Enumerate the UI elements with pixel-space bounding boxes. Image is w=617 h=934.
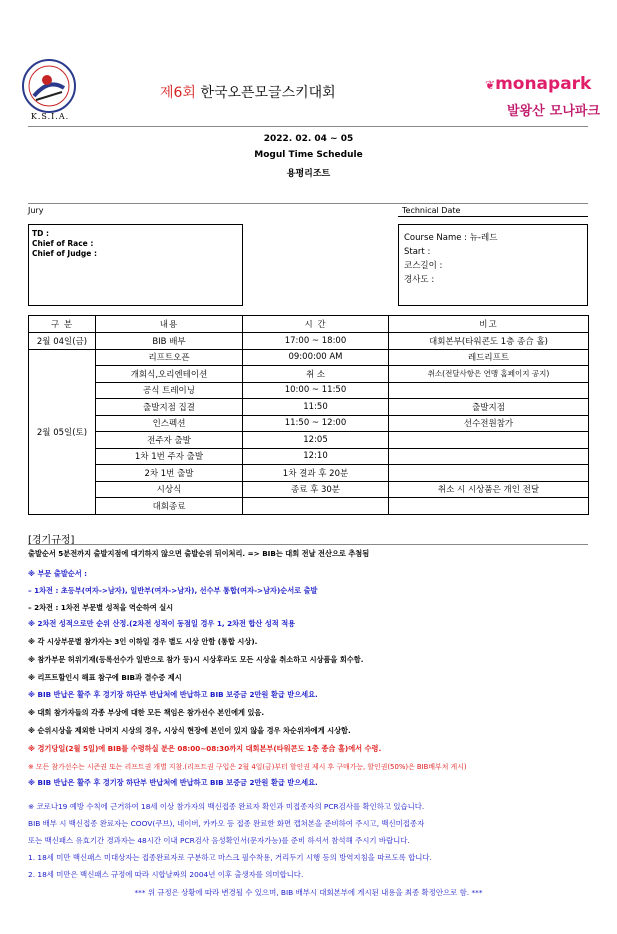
time-cell: 10:00 ~ 11:50	[243, 382, 389, 399]
table-row	[29, 366, 589, 383]
content-cell: 리프트오픈	[96, 349, 243, 366]
brand-word: monapark	[495, 74, 592, 94]
note-cell: 레드리프트	[389, 349, 589, 366]
rule-item: ※ 모든 참가선수는 시즌권 또는 리프트권 개별 지참.(리프트권 구입은 2월 4일(금)부터 할인권 제시 후 구매가능, 할인권(50%)은 BIB배부처 게시)	[28, 763, 467, 771]
table-row	[29, 481, 589, 498]
jury-td: TD :	[32, 229, 49, 238]
note-cell	[389, 498, 589, 515]
page-title	[160, 82, 480, 102]
time-cell: 11:50 ~ 12:00	[243, 415, 389, 432]
ksia-logo-icon	[14, 58, 84, 118]
covid-note: 또는 백신패스 유효기간 경과자는 48시간 이내 PCR검사 음성확인서(문자가능)를 준비 하셔서 참석해 주시기 바랍니다.	[28, 836, 410, 845]
content-cell: 출발지점 집결	[96, 399, 243, 416]
rule-item: ※ BIB 반납은 활주 후 경기장 하단부 반납처에 반납하고 BIB 보증금 2만원 환급 받으세요.	[28, 778, 318, 787]
covid-note: ※ 코로나19 예방 수칙에 근거하여 18세 이상 참가자의 백신접종 완료자 확인과 미접종자의 PCR검사를 확인하고 있습니다.	[28, 802, 425, 811]
note-cell: 취소 시 시상품은 개인 전달	[389, 481, 589, 498]
event-date: 2022. 02. 04 ~ 05	[263, 134, 354, 144]
content-cell: 공식 트레이닝	[96, 382, 243, 399]
technical-box	[398, 224, 588, 306]
ksia-text: K.S.I.A.	[30, 112, 70, 121]
jury-chief-judge: Chief of Judge :	[32, 249, 97, 258]
rule-item: ※ 순위시상을 제외한 나머지 시상의 경우, 시상식 현장에 본인이 있지 않을 경우 차순위자에게 시상함.	[28, 726, 351, 735]
content-cell: 1차 1번 주자 출발	[96, 448, 243, 465]
covid-note: 1. 18세 미만 백신패스 미대상자는 접종완료자로 구분하고 마스크 필수착용, 거리두기 시행 등의 방역지침을 따르도록 합니다.	[28, 853, 432, 862]
time-cell: 1차 결과 후 20분	[243, 465, 389, 482]
rule-item: ※ 각 시상부문별 참가자는 3인 이하일 경우 별도 시상 안함 (통합 시상).	[28, 637, 258, 646]
rules-divider	[28, 544, 588, 545]
time-cell	[243, 498, 389, 515]
header-note: 비고	[389, 316, 589, 333]
note-cell: 출발지점	[389, 399, 589, 416]
note-cell	[389, 448, 589, 465]
note-cell: 취소(전달사항은 연맹 홈페이지 공지)	[389, 366, 589, 383]
rules-title: [경기규정]	[28, 535, 75, 546]
day-cell: 2월 05일(토)	[29, 349, 96, 514]
course-slope: 경사도 :	[404, 275, 435, 285]
day-cell: 2월 04일(금)	[29, 333, 96, 350]
rule-item: ※ 리프트할인시 해표 참구에 BIB과 결수증 제시	[28, 673, 182, 682]
final-note: *** 위 규정은 상황에 따라 변경될 수 있으며, BIB 배부시 대회본부에 게시된 내용을 최종 확정안으로 함. ***	[134, 888, 483, 897]
table-header-row	[29, 316, 589, 333]
rule-item: ※ 참가부문 허위기재(등록선수가 일반으로 참가 등)시 시상후라도 모든 시상을 취소하고 시상품을 회수함.	[28, 655, 364, 664]
header-time: 시 간	[243, 316, 389, 333]
note-cell	[389, 465, 589, 482]
note-cell: 선수전원참가	[389, 415, 589, 432]
section-divider	[28, 203, 588, 204]
content-cell: 전주자 출발	[96, 432, 243, 449]
header-divider	[28, 126, 588, 127]
rule-item: – 1차전 : 초등부(여자->남자), 일반부(여자->남자), 선수부 통합(여자->남자)순서로 출발	[28, 586, 318, 595]
table-row	[29, 333, 589, 350]
jury-chief-race: Chief of Race :	[32, 239, 94, 248]
table-row	[29, 399, 589, 416]
note-cell	[389, 432, 589, 449]
rule-item: – 2차전 : 1차전 부문별 성적을 역순하여 실시	[28, 603, 174, 612]
content-cell: 인스펙션	[96, 415, 243, 432]
time-cell: 09:00:00 AM	[243, 349, 389, 366]
time-cell: 12:10	[243, 448, 389, 465]
table-row	[29, 432, 589, 449]
course-name: Course Name : 뉴-레드	[404, 233, 498, 243]
schedule-table	[28, 315, 589, 515]
brand-sub-small: 발왕산	[507, 104, 545, 119]
title-number: 제6회	[160, 85, 196, 101]
note-cell: 대회본부(타워콘도 1층 종合 홀)	[389, 333, 589, 350]
table-row	[29, 498, 589, 515]
event-name: Mogul Time Schedule	[254, 150, 363, 160]
rule-item: ※ BIB 반납은 활주 후 경기장 하단부 반납처에 반납하고 BIB 보증금 2만원 환급 받으세요.	[28, 690, 318, 699]
table-row	[29, 382, 589, 399]
monapark-leaf-icon: ❦	[485, 78, 496, 92]
time-cell: 12:05	[243, 432, 389, 449]
jury-box	[28, 224, 243, 306]
technical-label: Technical Date	[402, 206, 461, 215]
content-cell: 대회종료	[96, 498, 243, 515]
header-content: 내용	[96, 316, 243, 333]
time-cell: 17:00 ~ 18:00	[243, 333, 389, 350]
table-row	[29, 415, 589, 432]
jury-label: Jury	[28, 206, 44, 215]
time-cell: 취 소	[243, 366, 389, 383]
brand-sub-big: 모나파크	[549, 104, 601, 119]
technical-underline	[398, 216, 588, 217]
time-cell: 종료 후 30분	[243, 481, 389, 498]
covid-note: 2. 18세 미만은 백신패스 규정에 따라 시합날짜의 2004년 이후 출생자를 의미합니다.	[28, 870, 304, 879]
rule-item: ※ 대회 참가자들의 각종 부상에 대한 모든 책임은 참가선수 본인에게 있음.	[28, 708, 265, 717]
rule-item: ※ 부문 출발순서 :	[28, 569, 88, 578]
table-row	[29, 448, 589, 465]
covid-note: BIB 배부 시 백신접종 완료자는 COOV(쿠브), 네이버, 카카오 등 접종 완료한 화면 캡쳐본을 준비하여 주시고, 백신미접종자	[28, 819, 425, 828]
table-row	[29, 465, 589, 482]
rule-item: 출발순서 5분전까지 출발지점에 대기하지 않으면 출발순위 뒤이처리. => BIB는 대회 전날 전산으로 추첨됨	[28, 549, 370, 558]
content-cell: 2차 1번 출발	[96, 465, 243, 482]
content-cell: 개회식,오리엔테이션	[96, 366, 243, 383]
title-text: 한국오픈모글스키대회	[195, 85, 336, 101]
table-row	[29, 349, 589, 366]
rule-item: ※ 2차전 성적으로만 순위 산정.(2차전 성적이 동점일 경우 1, 2차전 합산 성적 적용	[28, 619, 296, 628]
content-cell: 시상식	[96, 481, 243, 498]
monapark-logo	[485, 74, 600, 126]
header-category: 구 분	[29, 316, 96, 333]
time-cell: 11:50	[243, 399, 389, 416]
course-start: Start :	[404, 247, 431, 257]
content-cell: BIB 배부	[96, 333, 243, 350]
note-cell	[389, 382, 589, 399]
course-length: 코스길이 :	[404, 261, 443, 271]
event-venue: 용평리조트	[286, 169, 331, 179]
rule-item: ※ 경기당일(2월 5일)에 BIB를 수령하실 분은 08:00~08:30까지 대회본부(타워콘도 1층 종合 홀)에서 수령.	[28, 744, 382, 753]
